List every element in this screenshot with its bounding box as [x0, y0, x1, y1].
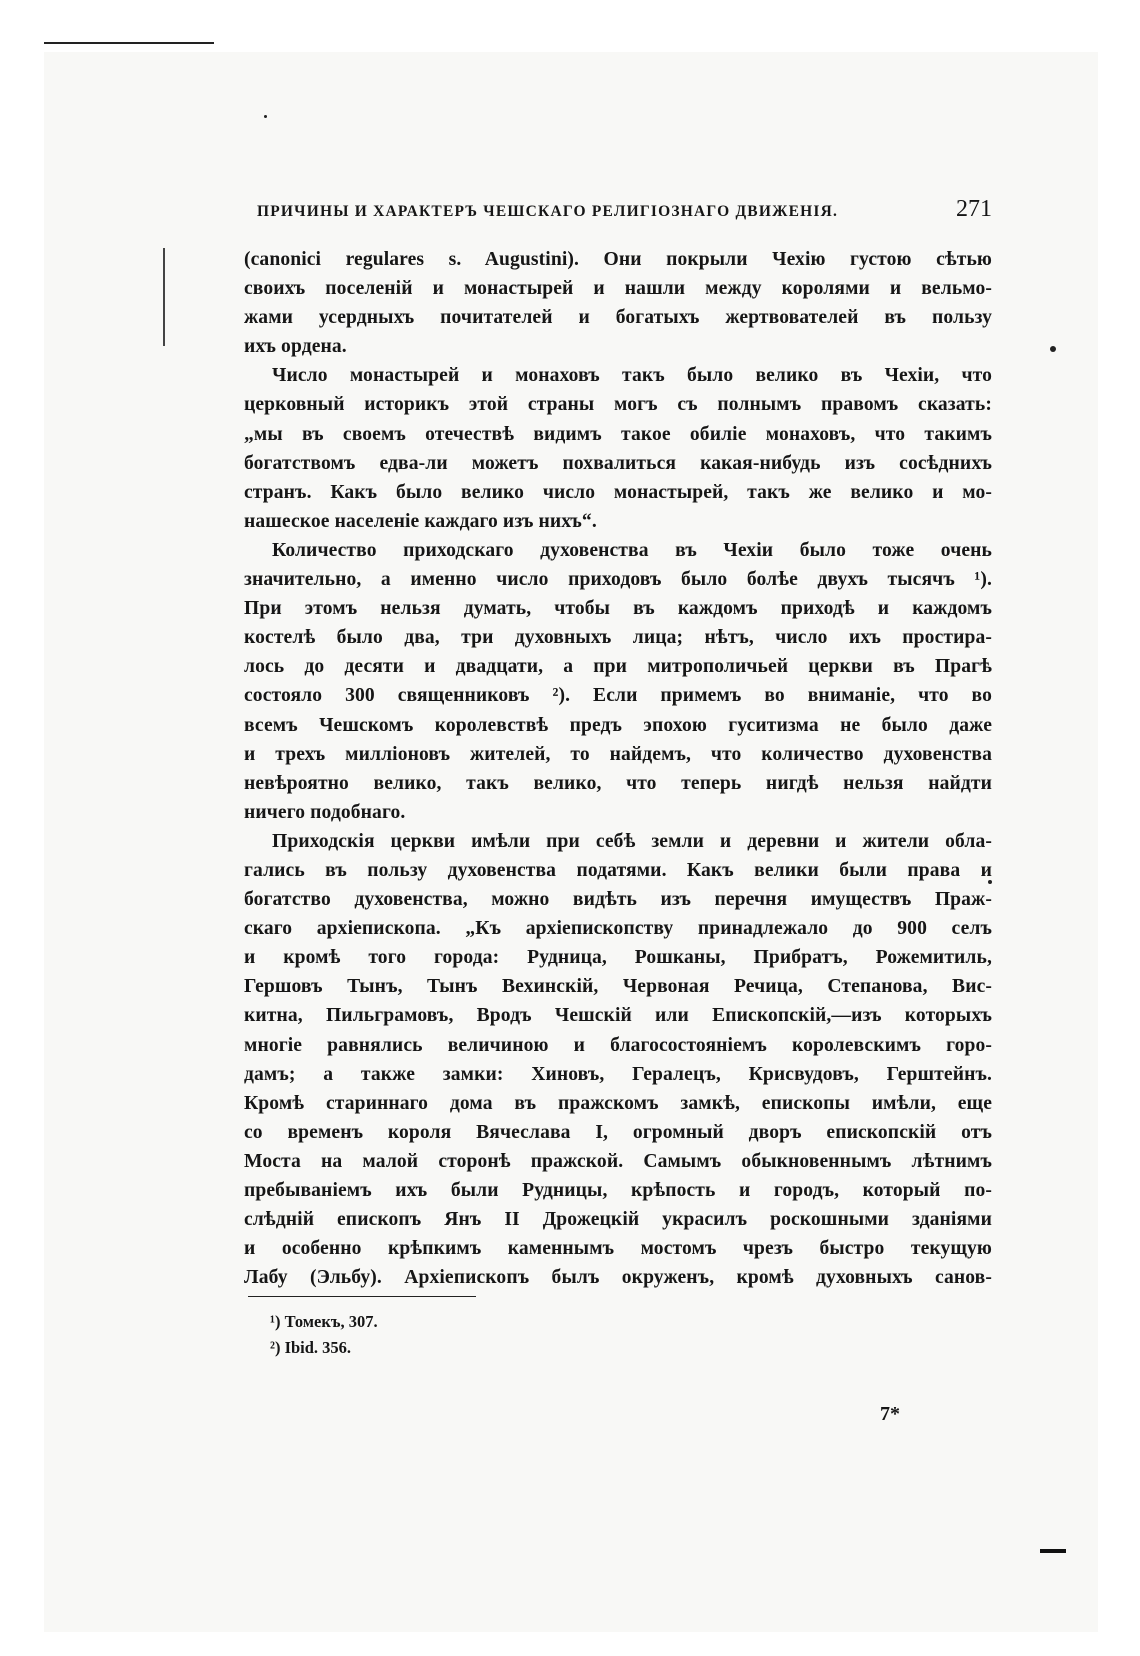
text-line: (canonici regulares s. Augustini). Они покрыли Чехію густою сѣтью [244, 249, 992, 270]
text-line: богатство духовенства, можно видѣть изъ перечня имуществъ Праж- [244, 889, 992, 911]
text-line: костелѣ было два, три духовныхъ лица; нѣтъ, число ихъ простира- [244, 627, 992, 649]
text-line: невѣроятно велико, такъ велико, что теперь нигдѣ нельзя найдти [244, 772, 992, 794]
text-line: ихъ ордена. [244, 336, 347, 358]
text-line: Лабу (Эльбу). Архіепископъ былъ окруженъ, кромѣ духовныхъ санов- [244, 1267, 992, 1289]
text-line: значительно, а именно число приходовъ было болѣе двухъ тысячъ ¹). [244, 569, 992, 591]
footnote: ²) Ibid. 356. [270, 1338, 352, 1357]
text-line: и кромѣ того города: Рудница, Рошканы, Прибратъ, Рожемитиль, [244, 947, 992, 969]
text-line: своихъ поселеній и монастырей и нашли между королями и вельмо- [244, 278, 992, 300]
text-line: жами усердныхъ почитателей и богатыхъ жертвователей въ пользу [244, 307, 992, 329]
text-line: Число монастырей и монаховъ такъ было велико въ Чехіи, что [272, 365, 992, 387]
text-line: и трехъ милліоновъ жителей, то найдемъ, что количество духовенства [244, 743, 992, 765]
text-line: слѣдній епископъ Янъ II Дрожецкій украсилъ роскошными зданіями [244, 1209, 992, 1231]
page-number: 271 [956, 196, 992, 222]
text-line: церковный историкъ этой страны могъ съ полнымъ правомъ сказать: [244, 394, 992, 416]
text-line: лось до десяти и двадцати, а при митрополичьей церкви въ Прагѣ [244, 656, 992, 678]
text-line: Приходскія церкви имѣли при себѣ земли и деревни и жители обла- [272, 830, 992, 852]
text-line: со временъ короля Вячеслава I, огромный дворъ епископскій отъ [244, 1121, 992, 1143]
text-line: китна, Пильграмовъ, Вродъ Чешскій или Епископскій,—изъ которыхъ [244, 1005, 992, 1027]
text-line: Кромѣ стариннаго дома въ пражскомъ замкѣ, епископы имѣли, еще [244, 1092, 992, 1114]
signature-mark: 7* [880, 1403, 900, 1425]
footnotes [270, 1309, 378, 1361]
top-edge-rule [44, 42, 214, 44]
text-line: ничего подобнаго. [244, 801, 406, 823]
body-text [244, 245, 992, 1292]
running-title: ПРИЧИНЫ И ХАРАКТЕРЪ ЧЕШСКАГО РЕЛИГІОЗНАГО ДВИЖЕНІЯ. [257, 203, 839, 220]
text-line: состояло 300 священниковъ ²). Если примемъ во вниманіе, что во [244, 685, 992, 707]
ink-speck [264, 115, 267, 118]
text-line: нашеское населеніе каждаго изъ нихъ“. [244, 510, 597, 532]
text-line: При этомъ нельзя думать, чтобы въ каждомъ приходѣ и каждомъ [244, 598, 992, 620]
text-line: богатствомъ едва-ли можетъ похвалиться какая-нибудь изъ сосѣднихъ [244, 452, 992, 474]
text-line: пребываніемъ ихъ были Рудницы, крѣпость и городъ, который по- [244, 1180, 992, 1201]
text-line: „мы въ своемъ отечествѣ видимъ такое обиліе монаховъ, что такимъ [244, 423, 992, 445]
text-line: Количество приходскаго духовенства въ Чехіи было тоже очень [272, 539, 992, 561]
text-line: многіе равнялись величиною и благосостояніемъ королевскимъ горо- [244, 1034, 992, 1056]
footnote: ¹) Томекъ, 307. [270, 1312, 378, 1331]
edge-mark [1040, 1549, 1066, 1553]
text-line: странъ. Какъ было велико число монастырей, такъ же велико и мо- [244, 481, 992, 503]
ink-speck [1050, 346, 1056, 352]
margin-mark [163, 248, 165, 346]
page-header [257, 196, 992, 226]
text-line: и особенно крѣпкимъ каменнымъ мостомъ чрезъ быстро текущую [244, 1238, 992, 1260]
text-line: гались въ пользу духовенства податями. Какъ велики были права и [244, 859, 992, 881]
text-line: скаго архіепископа. „Къ архіепископству принадлежало до 900 селъ [244, 918, 992, 940]
text-line: Моста на малой сторонѣ пражской. Самымъ обыкновеннымъ лѣтнимъ [244, 1150, 992, 1172]
text-line: Гершовъ Тынъ, Тынъ Вехинскій, Червоная Речица, Степанова, Вис- [244, 976, 992, 998]
text-line: дамъ; а также замки: Хиновъ, Гералецъ, Крисвудовъ, Герштейнъ. [244, 1063, 992, 1085]
footnote-separator [248, 1296, 476, 1297]
text-line: всемъ Чешскомъ королевствѣ предъ эпохою гуситизма не было даже [244, 714, 992, 736]
